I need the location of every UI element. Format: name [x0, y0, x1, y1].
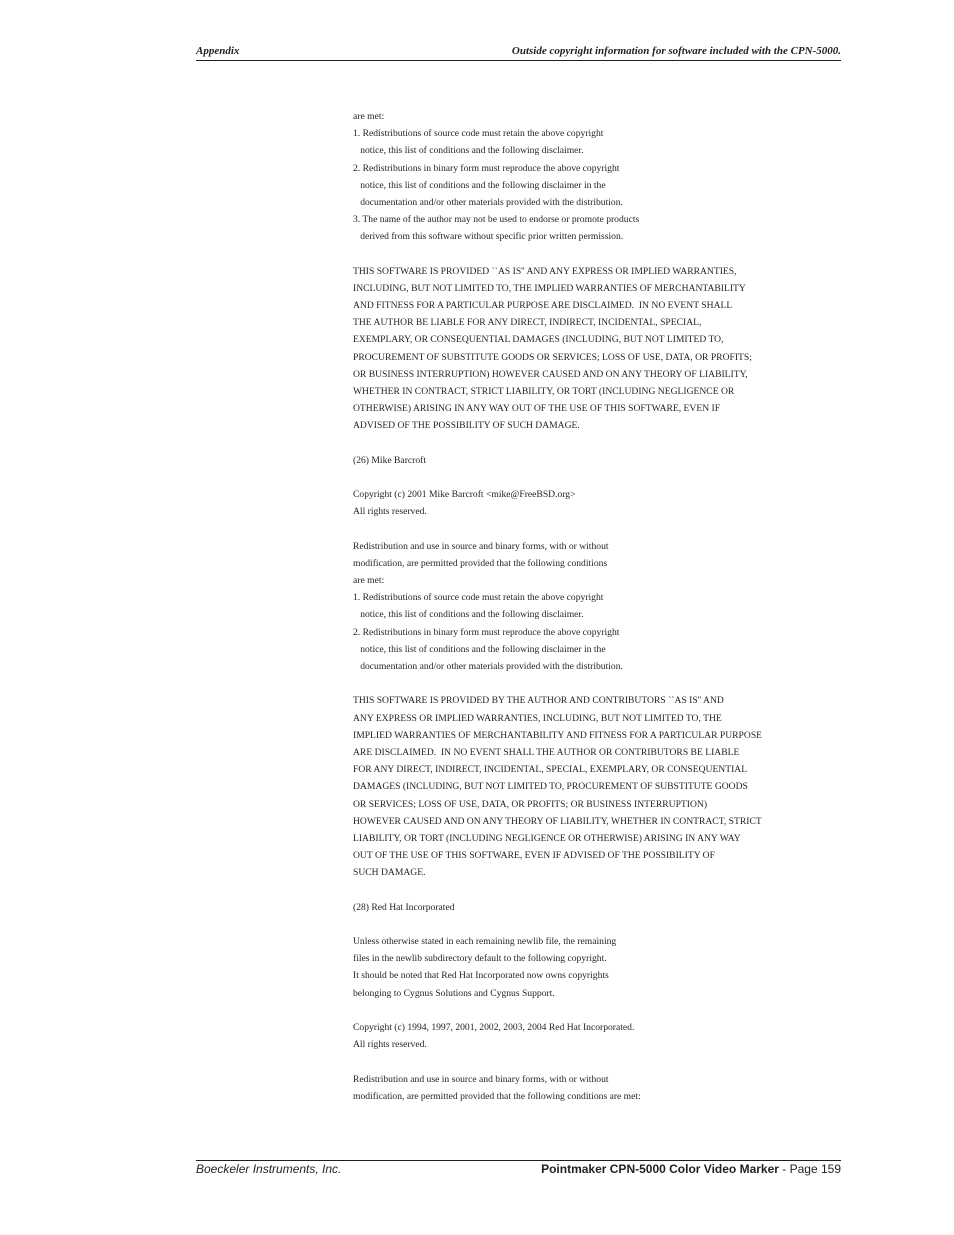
- footer-page-number: - Page 159: [778, 1162, 841, 1176]
- text-line: PROCUREMENT OF SUBSTITUTE GOODS OR SERVICES; LOSS OF USE, DATA, OR PROFITS;: [353, 351, 752, 363]
- footer-product-page: [541, 1162, 841, 1176]
- text-line: OR BUSINESS INTERRUPTION) HOWEVER CAUSED AND ON ANY THEORY OF LIABILITY,: [353, 368, 748, 380]
- text-line: (26) Mike Barcroft: [353, 454, 426, 466]
- text-line: notice, this list of conditions and the following disclaimer in the: [353, 643, 606, 655]
- text-line: All rights reserved.: [353, 1039, 427, 1051]
- text-line: LIABILITY, OR TORT (INCLUDING NEGLIGENCE OR OTHERWISE) ARISING IN ANY WAY: [353, 832, 741, 844]
- page-header: [196, 44, 841, 61]
- text-line: OTHERWISE) ARISING IN ANY WAY OUT OF THE USE OF THIS SOFTWARE, EVEN IF: [353, 403, 721, 415]
- text-line: notice, this list of conditions and the following disclaimer.: [353, 145, 584, 157]
- text-line: IMPLIED WARRANTIES OF MERCHANTABILITY AND FITNESS FOR A PARTICULAR PURPOSE: [353, 729, 763, 741]
- blank-line: [353, 435, 823, 452]
- text-line: Redistribution and use in source and binary forms, with or without: [353, 540, 609, 552]
- text-line: WHETHER IN CONTRACT, STRICT LIABILITY, OR TORT (INCLUDING NEGLIGENCE OR: [353, 386, 735, 397]
- blank-line: [353, 916, 823, 933]
- text-line: files in the newlib subdirectory default to the following copyright.: [353, 953, 607, 965]
- text-line: 1. Redistributions of source code must retain the above copyright: [353, 592, 604, 604]
- text-line: belonging to Cygnus Solutions and Cygnus Support.: [353, 987, 555, 999]
- blank-line: [353, 521, 823, 538]
- text-line: 1. Redistributions of source code must retain the above copyright: [353, 128, 604, 140]
- text-line: 2. Redistributions in binary form must reproduce the above copyright: [353, 162, 620, 174]
- text-line: Unless otherwise stated in each remaining newlib file, the remaining: [353, 936, 617, 947]
- footer-company-name: Boeckeler Instruments, Inc.: [196, 1162, 342, 1176]
- text-line: documentation and/or other materials provided with the distribution.: [353, 196, 623, 208]
- text-line: THIS SOFTWARE IS PROVIDED BY THE AUTHOR AND CONTRIBUTORS ``AS IS'' AND: [353, 695, 724, 707]
- text-line: modification, are permitted provided that the following conditions: [353, 557, 608, 569]
- text-line: It should be noted that Red Hat Incorporated now owns copyrights: [353, 970, 609, 982]
- page-footer: [196, 1160, 841, 1177]
- text-line: THIS SOFTWARE IS PROVIDED ``AS IS'' AND ANY EXPRESS OR IMPLIED WARRANTIES,: [353, 265, 737, 277]
- text-line: EXEMPLARY, OR CONSEQUENTIAL DAMAGES (INCLUDING, BUT NOT LIMITED TO,: [353, 334, 724, 346]
- header-document-title: Outside copyright information for software included with the CPN-5000.: [511, 45, 841, 57]
- text-line: HOWEVER CAUSED AND ON ANY THEORY OF LIABILITY, WHETHER IN CONTRACT, STRICT: [353, 815, 762, 827]
- text-line: Copyright (c) 1994, 1997, 2001, 2002, 2003, 2004 Red Hat Incorporated.: [353, 1021, 635, 1033]
- blank-line: [353, 1002, 823, 1019]
- text-line: are met:: [353, 575, 385, 587]
- text-line: SUCH DAMAGE.: [353, 867, 426, 879]
- text-line: OR SERVICES; LOSS OF USE, DATA, OR PROFITS; OR BUSINESS INTERRUPTION): [353, 798, 708, 810]
- text-line: notice, this list of conditions and the following disclaimer.: [353, 609, 584, 621]
- text-line: documentation and/or other materials provided with the distribution.: [353, 661, 623, 672]
- text-line: modification, are permitted provided that the following conditions are met:: [353, 1090, 641, 1102]
- text-line: OUT OF THE USE OF THIS SOFTWARE, EVEN IF ADVISED OF THE POSSIBILITY OF: [353, 850, 715, 862]
- text-line: Redistribution and use in source and binary forms, with or without: [353, 1073, 609, 1085]
- text-line: ADVISED OF THE POSSIBILITY OF SUCH DAMAGE.: [353, 420, 580, 432]
- text-line: FOR ANY DIRECT, INDIRECT, INCIDENTAL, SPECIAL, EXEMPLARY, OR CONSEQUENTIAL: [353, 764, 748, 776]
- text-line: ARE DISCLAIMED. IN NO EVENT SHALL THE AUTHOR OR CONTRIBUTORS BE LIABLE: [353, 746, 740, 758]
- header-section-title: Appendix: [196, 45, 240, 57]
- text-line: notice, this list of conditions and the following disclaimer in the: [353, 179, 606, 191]
- blank-line: [353, 675, 823, 692]
- license-text-body: [353, 108, 823, 1105]
- blank-line: [353, 246, 823, 263]
- blank-line: [353, 1053, 823, 1070]
- blank-line: [353, 881, 823, 898]
- text-line: are met:: [353, 111, 385, 122]
- text-line: AND FITNESS FOR A PARTICULAR PURPOSE ARE DISCLAIMED. IN NO EVENT SHALL: [353, 300, 733, 312]
- footer-product-name: Pointmaker CPN-5000 Color Video Marker: [541, 1162, 779, 1176]
- text-line: THE AUTHOR BE LIABLE FOR ANY DIRECT, INDIRECT, INCIDENTAL, SPECIAL,: [353, 317, 702, 329]
- text-line: derived from this software without specific prior written permission.: [353, 231, 624, 243]
- text-line: DAMAGES (INCLUDING, BUT NOT LIMITED TO, PROCUREMENT OF SUBSTITUTE GOODS: [353, 781, 748, 793]
- text-line: Copyright (c) 2001 Mike Barcroft <mike@FreeBSD.org>: [353, 489, 576, 501]
- text-line: 3. The name of the author may not be used to endorse or promote products: [353, 214, 640, 226]
- text-line: ANY EXPRESS OR IMPLIED WARRANTIES, INCLUDING, BUT NOT LIMITED TO, THE: [353, 712, 722, 724]
- blank-line: [353, 469, 823, 486]
- text-line: INCLUDING, BUT NOT LIMITED TO, THE IMPLIED WARRANTIES OF MERCHANTABILITY: [353, 282, 746, 294]
- text-line: 2. Redistributions in binary form must reproduce the above copyright: [353, 626, 620, 638]
- text-line: (28) Red Hat Incorporated: [353, 901, 455, 913]
- text-line: All rights reserved.: [353, 506, 427, 518]
